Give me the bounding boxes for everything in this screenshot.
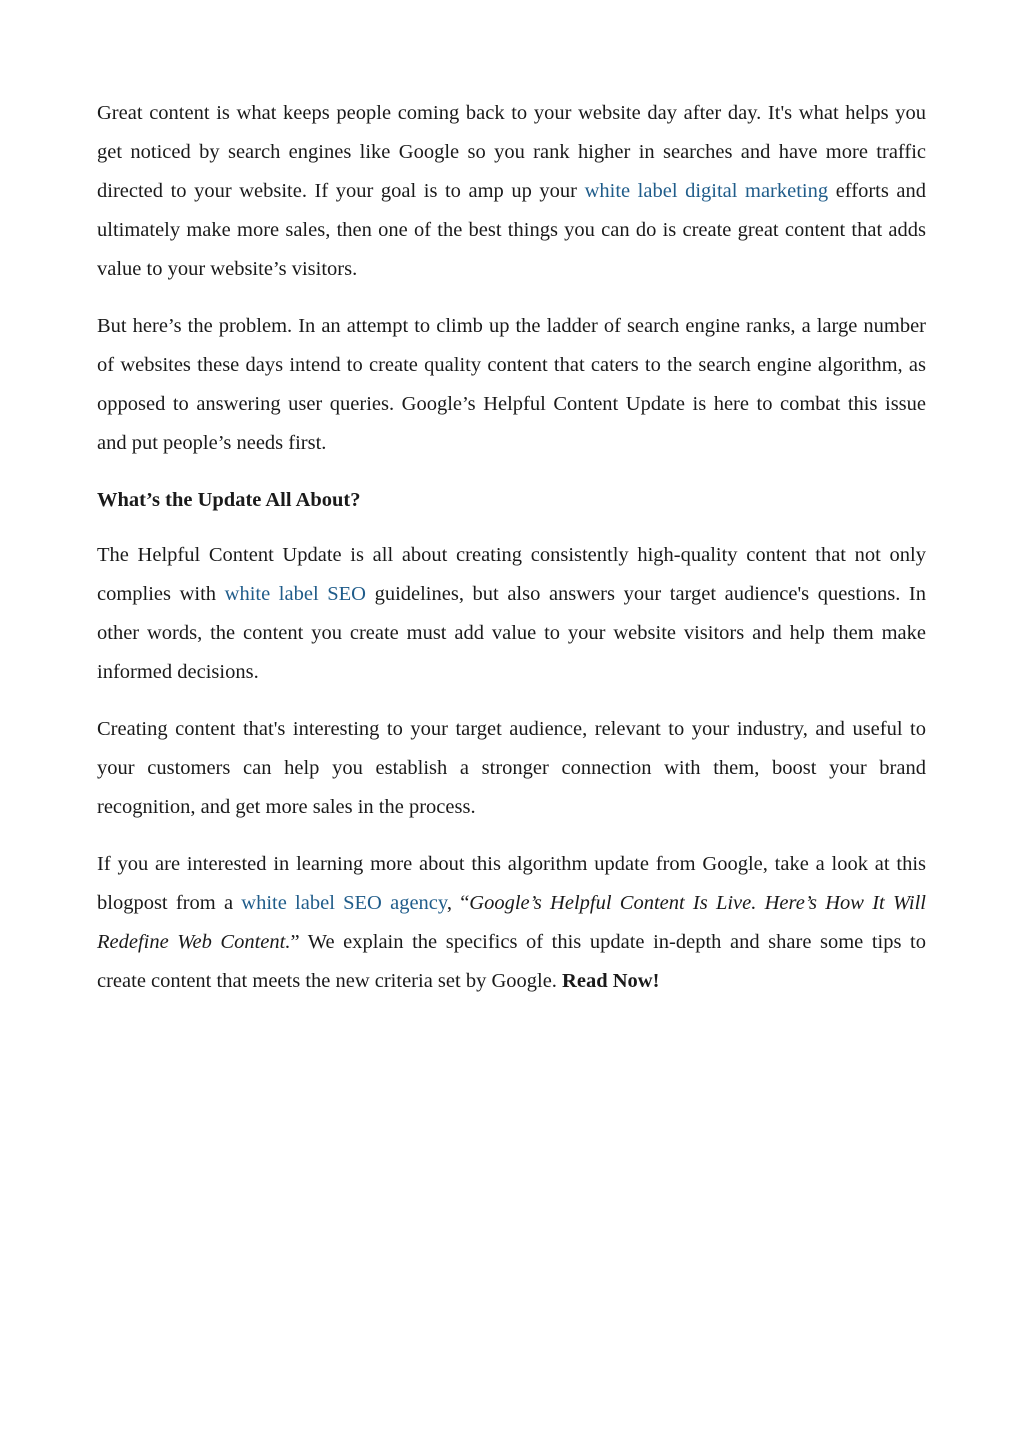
paragraph-benefits <box>97 710 926 827</box>
blogpost-title: Google’s Helpful Content Is Live. Here’s How It Will Redefine Web Content. <box>97 892 926 953</box>
white-label-seo-agency-link[interactable]: white label SEO agency <box>241 892 447 914</box>
section-heading: What’s the Update All About? <box>97 489 361 511</box>
paragraph-text: Creating content that's interesting to your target audience, relevant to your industry, and useful to your customers can help you establish a stronger connection with them, boost your brand recognition, and get more sales in the process. <box>97 718 926 818</box>
paragraph-problem <box>97 307 926 463</box>
white-label-seo-link[interactable]: white label SEO <box>224 583 366 605</box>
read-now-cta[interactable]: Read Now! <box>562 970 660 992</box>
paragraph-text: ” We explain the specifics of this update in-depth and share some tips to create content that meets the new criteria set by Google. <box>97 931 927 992</box>
paragraph-text: efforts and ultimately make more sales, then one of the best things you can do is create great content that adds value to your website’s visitors. <box>97 180 926 280</box>
paragraph-update <box>97 536 926 692</box>
paragraph-intro <box>97 94 926 289</box>
document-page <box>97 94 926 1019</box>
paragraph-text: guidelines, but also answers your target audience's questions. In other words, the content you create must add value to your website visitors and help them make informed decisions. <box>97 583 926 683</box>
paragraph-learn-more <box>97 845 926 1001</box>
white-label-digital-marketing-link[interactable]: white label digital marketing <box>584 180 829 202</box>
paragraph-text: The Helpful Content Update is all about creating consistently high-quality content that not only complies with <box>97 544 926 605</box>
paragraph-text: If you are interested in learning more about this algorithm update from Google, take a look at this blogpost from a <box>97 853 926 914</box>
paragraph-text: , “ <box>446 892 470 914</box>
paragraph-text: But here’s the problem. In an attempt to climb up the ladder of search engine ranks, a large number of websites these days intend to create quality content that caters to the search engine algorithm, as opposed to answering user queries. Google’s Helpful Content Update is here to combat this issue and put people’s needs first. <box>97 315 926 454</box>
paragraph-text: Great content is what keeps people coming back to your website day after day. It's what helps you get noticed by search engines like Google so you rank higher in searches and have more traffic directed to your website. If your goal is to amp up your <box>97 102 926 202</box>
